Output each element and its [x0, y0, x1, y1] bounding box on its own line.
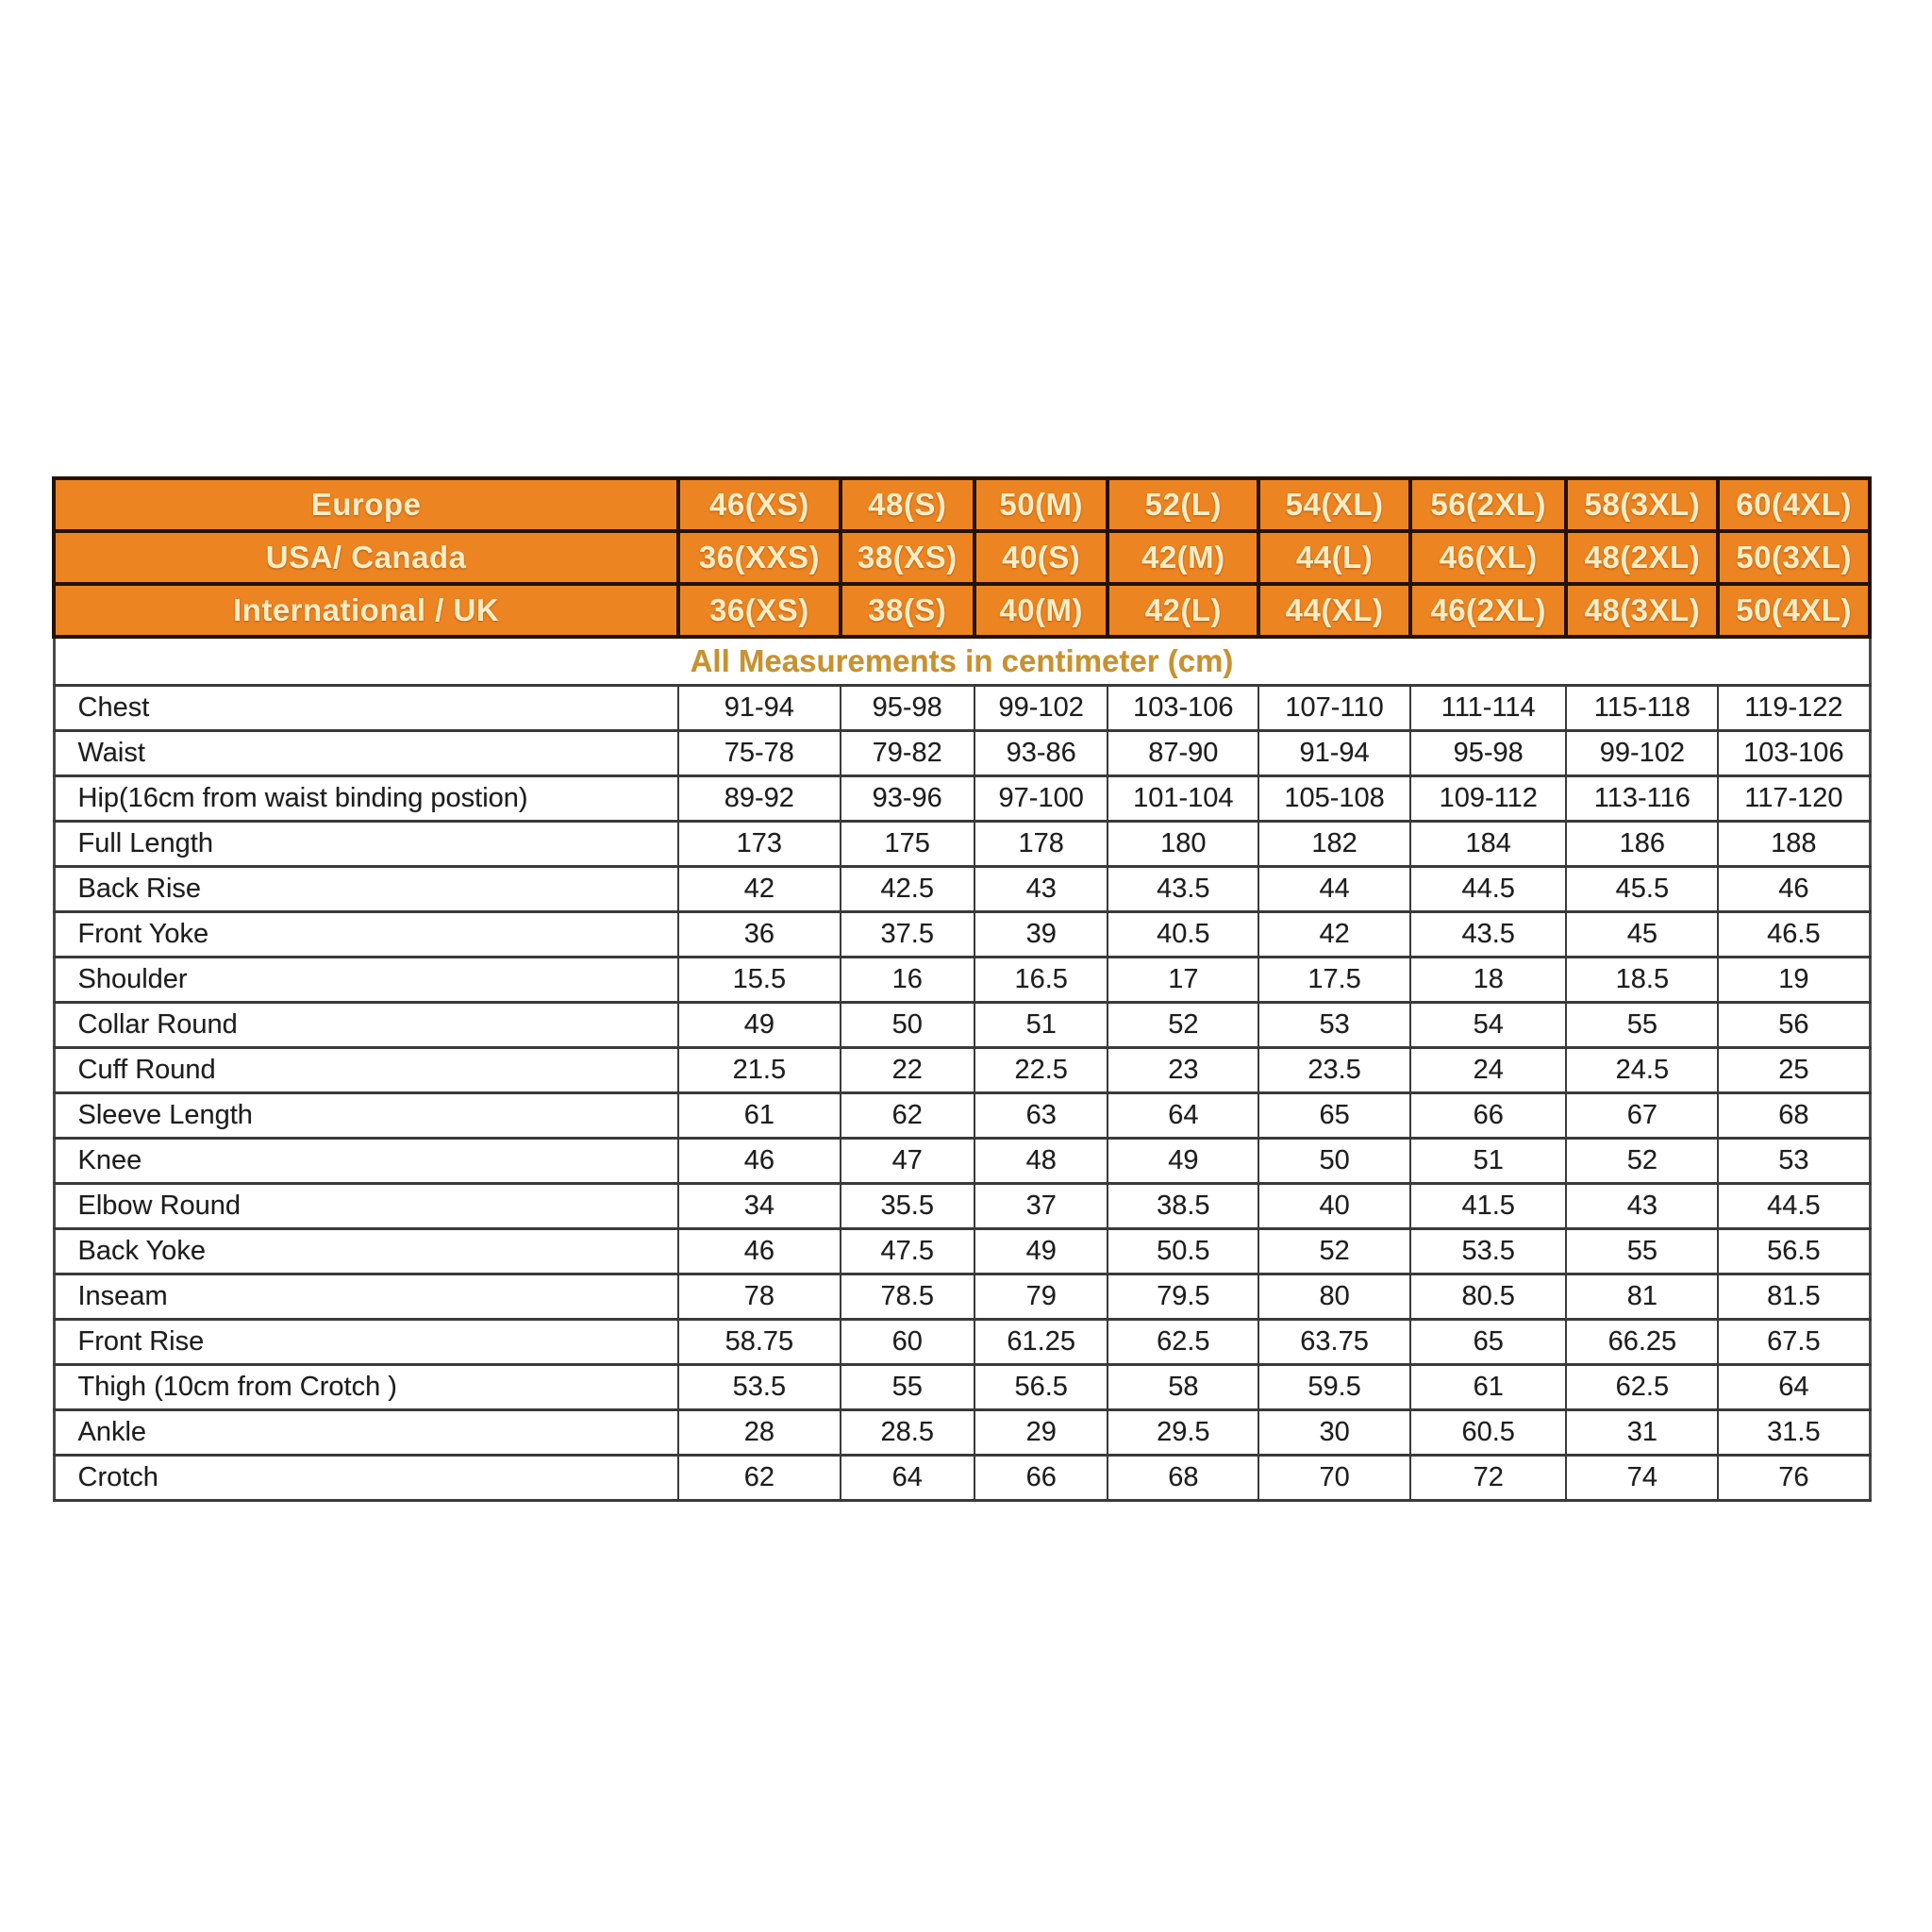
measurement-value: 44.5 [1718, 1184, 1870, 1229]
measurement-value: 53 [1258, 1003, 1410, 1048]
measurement-value: 97-100 [974, 776, 1108, 822]
measurement-value: 66.25 [1566, 1320, 1718, 1365]
measurement-value: 109-112 [1410, 776, 1567, 822]
header-size-cell: 46(XS) [678, 478, 840, 531]
measurement-label: Ankle [54, 1410, 678, 1456]
measurement-value: 52 [1108, 1003, 1258, 1048]
size-table-body [54, 478, 1870, 1501]
measurement-row [54, 1410, 1870, 1456]
measurement-value: 67.5 [1718, 1320, 1870, 1365]
measurement-value: 31 [1566, 1410, 1718, 1456]
measurement-label: Shoulder [54, 958, 678, 1003]
measurement-value: 64 [1108, 1093, 1258, 1139]
measurement-value: 80 [1258, 1274, 1410, 1320]
measurement-row [54, 1365, 1870, 1410]
measurement-value: 23.5 [1258, 1048, 1410, 1093]
measurement-value: 93-96 [841, 776, 974, 822]
measurement-value: 58.75 [678, 1320, 840, 1365]
measurement-value: 19 [1718, 958, 1870, 1003]
measurement-label: Collar Round [54, 1003, 678, 1048]
header-size-cell: 54(XL) [1258, 478, 1410, 531]
measurement-value: 62.5 [1566, 1365, 1718, 1410]
header-size-cell: 36(XS) [678, 584, 840, 637]
measurement-value: 30 [1258, 1410, 1410, 1456]
measurement-value: 79.5 [1108, 1274, 1258, 1320]
header-size-cell: 60(4XL) [1718, 478, 1870, 531]
measurement-value: 37 [974, 1184, 1108, 1229]
header-size-cell: 50(3XL) [1718, 531, 1870, 584]
measurement-row [54, 1139, 1870, 1184]
measurement-label: Elbow Round [54, 1184, 678, 1229]
measurement-value: 182 [1258, 822, 1410, 867]
measurement-value: 64 [1718, 1365, 1870, 1410]
measurement-value: 101-104 [1108, 776, 1258, 822]
measurement-value: 66 [1410, 1093, 1567, 1139]
measurement-label: Waist [54, 731, 678, 776]
measurement-value: 68 [1718, 1093, 1870, 1139]
measurement-value: 28 [678, 1410, 840, 1456]
measurement-value: 99-102 [974, 686, 1108, 731]
measurement-value: 113-116 [1566, 776, 1718, 822]
measurement-value: 36 [678, 912, 840, 958]
measurement-value: 51 [1410, 1139, 1567, 1184]
measurement-value: 18 [1410, 958, 1567, 1003]
measurement-value: 91-94 [678, 686, 840, 731]
header-row [54, 531, 1870, 584]
header-size-cell: 50(M) [974, 478, 1108, 531]
measurement-value: 46 [678, 1139, 840, 1184]
measurement-value: 186 [1566, 822, 1718, 867]
measurement-value: 175 [841, 822, 974, 867]
measurement-value: 95-98 [1410, 731, 1567, 776]
header-size-cell: 46(2XL) [1410, 584, 1567, 637]
measurement-value: 56.5 [1718, 1229, 1870, 1274]
header-size-cell: 38(S) [841, 584, 974, 637]
subtitle-row [54, 637, 1870, 686]
measurement-row [54, 1093, 1870, 1139]
measurement-value: 21.5 [678, 1048, 840, 1093]
measurement-row [54, 686, 1870, 731]
measurement-value: 105-108 [1258, 776, 1410, 822]
header-region-label: USA/ Canada [54, 531, 678, 584]
measurement-value: 53.5 [678, 1365, 840, 1410]
measurement-value: 38.5 [1108, 1184, 1258, 1229]
size-chart-table [52, 476, 1872, 1502]
measurement-value: 79 [974, 1274, 1108, 1320]
measurement-value: 87-90 [1108, 731, 1258, 776]
measurement-row [54, 958, 1870, 1003]
header-size-cell: 48(2XL) [1566, 531, 1718, 584]
measurement-row [54, 912, 1870, 958]
measurement-value: 50.5 [1108, 1229, 1258, 1274]
header-size-cell: 48(S) [841, 478, 974, 531]
measurement-value: 45.5 [1566, 867, 1718, 912]
measurement-value: 78.5 [841, 1274, 974, 1320]
measurement-value: 188 [1718, 822, 1870, 867]
measurement-row [54, 822, 1870, 867]
header-size-cell: 56(2XL) [1410, 478, 1567, 531]
measurement-value: 48 [974, 1139, 1108, 1184]
measurement-value: 107-110 [1258, 686, 1410, 731]
measurement-row [54, 1320, 1870, 1365]
measurement-value: 60 [841, 1320, 974, 1365]
measurement-label: Thigh (10cm from Crotch ) [54, 1365, 678, 1410]
measurement-row [54, 1274, 1870, 1320]
measurement-label: Full Length [54, 822, 678, 867]
measurement-value: 61.25 [974, 1320, 1108, 1365]
measurement-value: 93-86 [974, 731, 1108, 776]
measurement-value: 61 [1410, 1365, 1567, 1410]
measurement-value: 58 [1108, 1365, 1258, 1410]
measurement-value: 56.5 [974, 1365, 1108, 1410]
measurement-value: 49 [678, 1003, 840, 1048]
measurement-value: 99-102 [1566, 731, 1718, 776]
measurement-value: 29.5 [1108, 1410, 1258, 1456]
header-row [54, 584, 1870, 637]
measurement-value: 55 [1566, 1229, 1718, 1274]
measurement-value: 24 [1410, 1048, 1567, 1093]
measurement-value: 44.5 [1410, 867, 1567, 912]
measurement-value: 18.5 [1566, 958, 1718, 1003]
measurement-value: 178 [974, 822, 1108, 867]
measurement-value: 62 [841, 1093, 974, 1139]
measurement-value: 47.5 [841, 1229, 974, 1274]
measurement-value: 63.75 [1258, 1320, 1410, 1365]
measurement-value: 44 [1258, 867, 1410, 912]
measurement-value: 119-122 [1718, 686, 1870, 731]
measurement-value: 31.5 [1718, 1410, 1870, 1456]
header-size-cell: 46(XL) [1410, 531, 1567, 584]
measurement-value: 49 [974, 1229, 1108, 1274]
measurement-value: 180 [1108, 822, 1258, 867]
measurement-value: 76 [1718, 1456, 1870, 1501]
measurement-value: 184 [1410, 822, 1567, 867]
measurement-label: Back Yoke [54, 1229, 678, 1274]
measurement-value: 42.5 [841, 867, 974, 912]
measurement-label: Knee [54, 1139, 678, 1184]
measurement-value: 50 [841, 1003, 974, 1048]
measurement-value: 67 [1566, 1093, 1718, 1139]
header-size-cell: 50(4XL) [1718, 584, 1870, 637]
measurement-value: 16.5 [974, 958, 1108, 1003]
measurement-value: 56 [1718, 1003, 1870, 1048]
header-size-cell: 36(XXS) [678, 531, 840, 584]
measurement-value: 43 [1566, 1184, 1718, 1229]
header-size-cell: 40(S) [974, 531, 1108, 584]
measurement-value: 111-114 [1410, 686, 1567, 731]
measurement-value: 64 [841, 1456, 974, 1501]
measurement-value: 41.5 [1410, 1184, 1567, 1229]
measurement-value: 43.5 [1108, 867, 1258, 912]
header-size-cell: 52(L) [1108, 478, 1258, 531]
measurement-value: 46 [678, 1229, 840, 1274]
measurement-value: 43.5 [1410, 912, 1567, 958]
measurement-value: 61 [678, 1093, 840, 1139]
measurement-value: 117-120 [1718, 776, 1870, 822]
measurement-label: Front Yoke [54, 912, 678, 958]
measurement-label: Inseam [54, 1274, 678, 1320]
measurement-value: 103-106 [1718, 731, 1870, 776]
measurement-value: 81.5 [1718, 1274, 1870, 1320]
measurement-label: Cuff Round [54, 1048, 678, 1093]
header-size-cell: 42(M) [1108, 531, 1258, 584]
measurement-value: 103-106 [1108, 686, 1258, 731]
measurement-row [54, 776, 1870, 822]
header-size-cell: 44(L) [1258, 531, 1410, 584]
header-row [54, 478, 1870, 531]
header-region-label: Europe [54, 478, 678, 531]
measurement-value: 53 [1718, 1139, 1870, 1184]
measurement-value: 81 [1566, 1274, 1718, 1320]
measurement-row [54, 1456, 1870, 1501]
measurement-value: 35.5 [841, 1184, 974, 1229]
measurement-value: 95-98 [841, 686, 974, 731]
measurement-value: 46 [1718, 867, 1870, 912]
header-size-cell: 44(XL) [1258, 584, 1410, 637]
measurement-value: 24.5 [1566, 1048, 1718, 1093]
measurement-value: 79-82 [841, 731, 974, 776]
measurement-label: Sleeve Length [54, 1093, 678, 1139]
measurement-label: Chest [54, 686, 678, 731]
measurement-row [54, 1229, 1870, 1274]
measurement-value: 65 [1410, 1320, 1567, 1365]
measurement-label: Back Rise [54, 867, 678, 912]
measurement-value: 55 [841, 1365, 974, 1410]
measurement-row [54, 867, 1870, 912]
measurement-value: 39 [974, 912, 1108, 958]
measurement-value: 49 [1108, 1139, 1258, 1184]
measurement-value: 59.5 [1258, 1365, 1410, 1410]
measurement-value: 43 [974, 867, 1108, 912]
measurement-value: 50 [1258, 1139, 1410, 1184]
measurement-label: Hip(16cm from waist binding postion) [54, 776, 678, 822]
measurement-value: 22 [841, 1048, 974, 1093]
measurement-value: 78 [678, 1274, 840, 1320]
measurement-value: 80.5 [1410, 1274, 1567, 1320]
measurement-value: 42 [1258, 912, 1410, 958]
measurement-value: 28.5 [841, 1410, 974, 1456]
measurement-value: 60.5 [1410, 1410, 1567, 1456]
measurement-value: 74 [1566, 1456, 1718, 1501]
measurement-row [54, 1184, 1870, 1229]
measurement-row [54, 731, 1870, 776]
measurement-value: 17.5 [1258, 958, 1410, 1003]
measurement-value: 62.5 [1108, 1320, 1258, 1365]
measurement-value: 52 [1258, 1229, 1410, 1274]
measurement-value: 115-118 [1566, 686, 1718, 731]
measurement-value: 25 [1718, 1048, 1870, 1093]
measurement-value: 37.5 [841, 912, 974, 958]
measurement-value: 54 [1410, 1003, 1567, 1048]
measurement-row [54, 1003, 1870, 1048]
measurement-value: 52 [1566, 1139, 1718, 1184]
header-region-label: International / UK [54, 584, 678, 637]
measurement-value: 55 [1566, 1003, 1718, 1048]
measurement-value: 173 [678, 822, 840, 867]
measurement-value: 45 [1566, 912, 1718, 958]
measurement-label: Front Rise [54, 1320, 678, 1365]
header-size-cell: 40(M) [974, 584, 1108, 637]
header-size-cell: 42(L) [1108, 584, 1258, 637]
measurement-value: 23 [1108, 1048, 1258, 1093]
measurement-value: 46.5 [1718, 912, 1870, 958]
measurement-value: 22.5 [974, 1048, 1108, 1093]
measurement-value: 75-78 [678, 731, 840, 776]
measurement-value: 42 [678, 867, 840, 912]
measurement-value: 40 [1258, 1184, 1410, 1229]
measurement-label: Crotch [54, 1456, 678, 1501]
measurement-value: 51 [974, 1003, 1108, 1048]
measurement-value: 40.5 [1108, 912, 1258, 958]
measurement-value: 89-92 [678, 776, 840, 822]
header-size-cell: 48(3XL) [1566, 584, 1718, 637]
measurement-value: 66 [974, 1456, 1108, 1501]
measurement-value: 91-94 [1258, 731, 1410, 776]
measurement-value: 53.5 [1410, 1229, 1567, 1274]
measurement-value: 70 [1258, 1456, 1410, 1501]
measurement-value: 62 [678, 1456, 840, 1501]
measurement-value: 17 [1108, 958, 1258, 1003]
measurement-value: 16 [841, 958, 974, 1003]
measurement-value: 34 [678, 1184, 840, 1229]
measurement-value: 68 [1108, 1456, 1258, 1501]
measurement-value: 47 [841, 1139, 974, 1184]
measurement-value: 65 [1258, 1093, 1410, 1139]
measurement-value: 63 [974, 1093, 1108, 1139]
header-size-cell: 58(3XL) [1566, 478, 1718, 531]
measurement-value: 29 [974, 1410, 1108, 1456]
measurement-value: 15.5 [678, 958, 840, 1003]
header-size-cell: 38(XS) [841, 531, 974, 584]
measurement-value: 72 [1410, 1456, 1567, 1501]
measurements-unit-note: All Measurements in centimeter (cm) [54, 637, 1870, 686]
measurement-row [54, 1048, 1870, 1093]
